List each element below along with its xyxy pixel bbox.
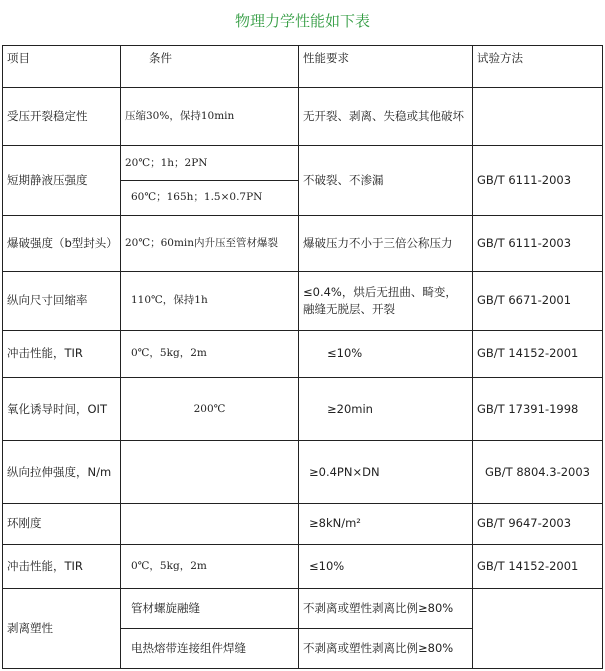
table-row xyxy=(3,544,603,588)
row-item: 受压开裂稳定性 xyxy=(3,88,121,146)
row-method: GB/T 6671-2001 xyxy=(473,271,603,330)
row-item: 氧化诱导时间，OIT xyxy=(3,378,121,441)
header-condition: 条件 xyxy=(121,46,299,88)
row-method: GB/T 14152-2001 xyxy=(473,330,603,377)
row-item: 环刚度 xyxy=(3,504,121,544)
row-requirement: ≤10% xyxy=(299,330,473,377)
row-requirement: ≤0.4%，烘后无扭曲、畸变，融缝无脱层、开裂 xyxy=(299,271,473,330)
row-item: 冲击性能，TIR xyxy=(3,330,121,377)
row-condition: 0℃，5kg，2m xyxy=(121,544,299,588)
row-requirement: ≤10% xyxy=(299,544,473,588)
header-item: 项目 xyxy=(3,46,121,88)
row-method: GB/T 17391-1998 xyxy=(473,378,603,441)
row-condition xyxy=(121,441,299,504)
table-row xyxy=(3,88,603,146)
page-title: 物理力学性能如下表 xyxy=(234,12,370,30)
row-requirement-a: 不剥离或塑性剥离比例≥80% xyxy=(299,588,473,628)
properties-table xyxy=(2,45,603,669)
table-header-row xyxy=(3,46,603,88)
row-condition-b: 电热熔带连接组件焊缝 xyxy=(121,628,299,668)
row-condition: 0℃，5kg，2m xyxy=(121,330,299,377)
row-method: GB/T 6111-2003 xyxy=(473,215,603,271)
row-condition-a: 20℃；1h；2PN xyxy=(121,146,299,181)
header-method: 试验方法 xyxy=(473,46,603,88)
row-method: GB/T 8804.3-2003 xyxy=(473,441,603,504)
row-condition: 200℃ xyxy=(121,378,299,441)
table-row xyxy=(3,330,603,377)
table-row xyxy=(3,146,603,181)
row-condition-b: 60℃；165h；1.5×0.7PN xyxy=(121,180,299,215)
row-requirement: ≥8kN/m² xyxy=(299,504,473,544)
row-item: 剥离塑性 xyxy=(3,588,121,668)
row-requirement: 不破裂、不渗漏 xyxy=(299,146,473,216)
row-condition-a: 管材螺旋融缝 xyxy=(121,588,299,628)
table-row xyxy=(3,504,603,544)
row-condition: 压缩30%，保持10min xyxy=(121,88,299,146)
table-row xyxy=(3,215,603,271)
table-row xyxy=(3,271,603,330)
table-row xyxy=(3,378,603,441)
row-condition xyxy=(121,504,299,544)
row-item: 爆破强度（b型封头） xyxy=(3,215,121,271)
row-item: 纵向尺寸回缩率 xyxy=(3,271,121,330)
table-row xyxy=(3,441,603,504)
row-method xyxy=(473,588,603,668)
row-item: 短期静液压强度 xyxy=(3,146,121,216)
row-item: 纵向拉伸强度，N/m xyxy=(3,441,121,504)
header-requirement: 性能要求 xyxy=(299,46,473,88)
row-method xyxy=(473,88,603,146)
row-requirement: 爆破压力不小于三倍公称压力 xyxy=(299,215,473,271)
row-requirement: ≥20min xyxy=(299,378,473,441)
row-method: GB/T 9647-2003 xyxy=(473,504,603,544)
row-item: 冲击性能，TIR xyxy=(3,544,121,588)
row-requirement: ≥0.4PN×DN xyxy=(299,441,473,504)
table-row xyxy=(3,588,603,628)
row-condition: 20℃；60min内升压至管材爆裂 xyxy=(121,215,299,271)
row-method: GB/T 6111-2003 xyxy=(473,146,603,216)
row-method: GB/T 14152-2001 xyxy=(473,544,603,588)
row-condition: 110℃，保持1h xyxy=(121,271,299,330)
row-requirement: 无开裂、剥离、失稳或其他破坏 xyxy=(299,88,473,146)
row-requirement-b: 不剥离或塑性剥离比例≥80% xyxy=(299,628,473,668)
